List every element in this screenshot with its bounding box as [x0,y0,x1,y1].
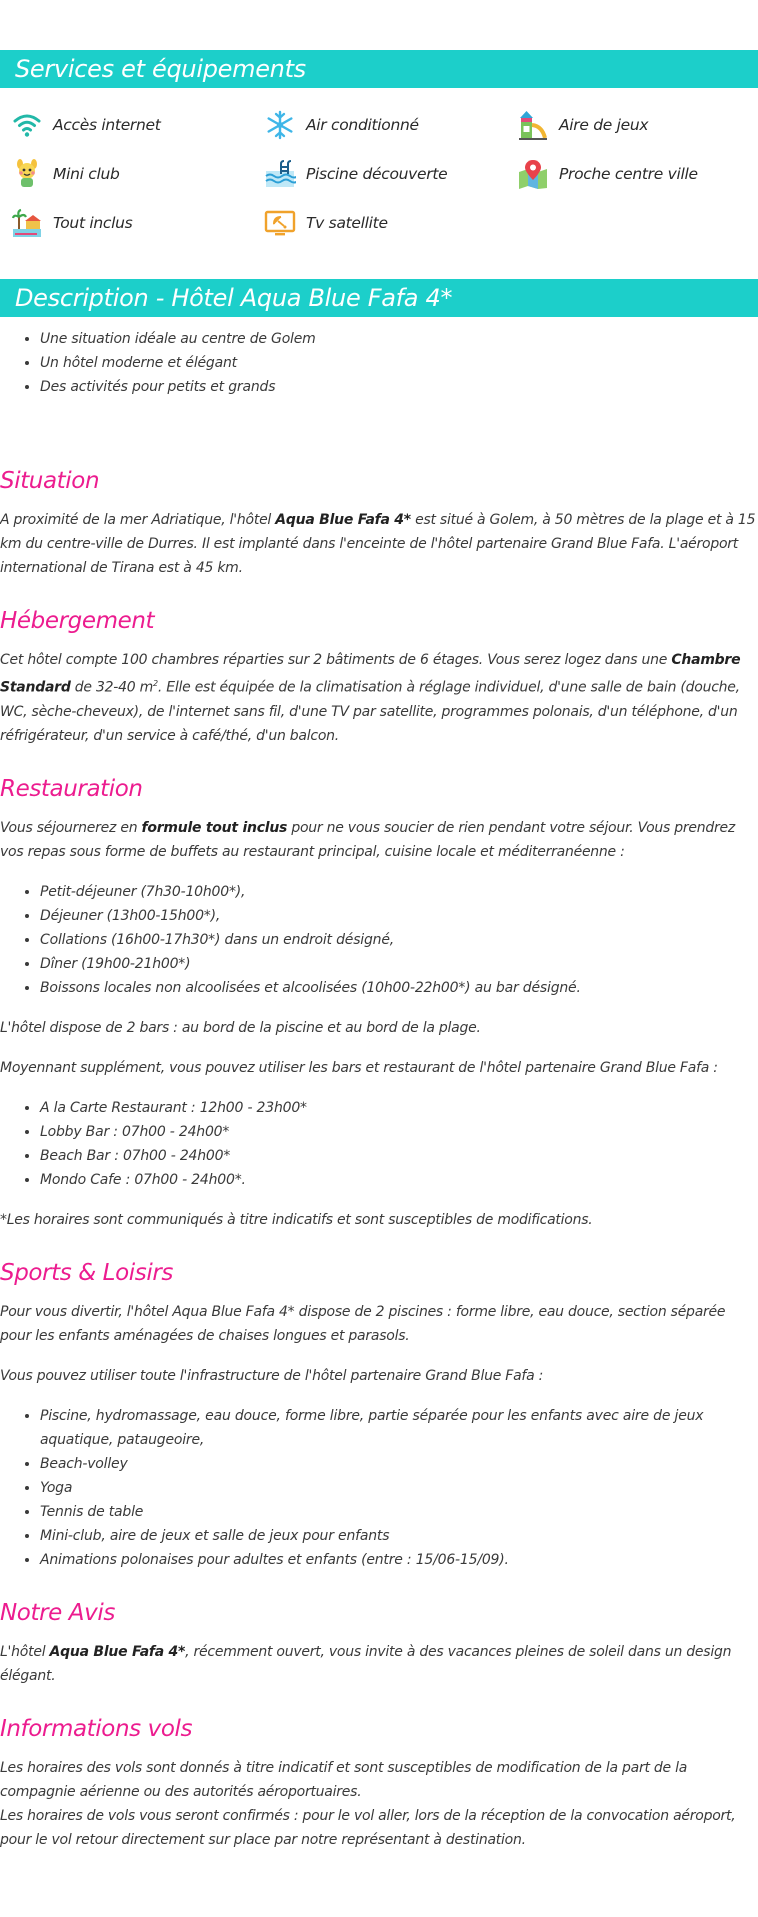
map-pin-icon [516,157,550,191]
hours-note: *Les horaires sont communiqués à titre indicatifs et sont susceptibles de modifications. [0,1211,593,1228]
list-item: • Des activités pour petits et grands [40,375,758,399]
list-item: • Une situation idéale au centre de Golem [40,327,758,351]
meals-list [0,880,758,1000]
service-item: Aire de jeux [506,100,758,149]
list-item: • Lobby Bar : 07h00 - 24h00* [40,1120,758,1144]
service-item: Piscine découverte [253,149,506,198]
list-item: • Déjeuner (13h00-15h00*), [40,904,758,928]
situation-text: A proximité de la mer Adriatique, l'hôtel Aqua Blue Fafa 4* est situé à Golem, à 50 mètres de la plage et à 15 km du centre-ville de Durres. Il est implanté dans l'enceinte de l'hôtel partenaire Grand Blue Fafa. L'aéroport international de Tirana est à 45 km. [0,512,756,576]
satellite-tv-icon [263,206,297,240]
list-item: • Animations polonaises pour adultes et enfants (entre : 15/06-15/09). [40,1548,758,1572]
list-item: • Tennis de table [40,1500,758,1524]
service-item: Accès internet [0,100,253,149]
list-item: • Un hôtel moderne et élégant [40,351,758,375]
page [0,50,758,1852]
sports-heading: Sports & Loisirs [0,1259,173,1286]
partner-bars-list [0,1096,758,1192]
sports-text: Pour vous divertir, l'hôtel Aqua Blue Fafa 4* dispose de 2 piscines : forme libre, eau douce, section séparée pour les enfants aménagées de chaises longues et parasols. [0,1303,726,1344]
restauration-intro: Vous séjournerez en formule tout inclus pour ne vous soucier de rien pendant votre séjour. Vous prendrez vos repas sous forme de buffets au restaurant principal, cuisine locale et méditerranéenne : [0,819,736,860]
wifi-icon [10,108,44,142]
pool-icon [263,157,297,191]
list-item: • Dîner (19h00-21h00*) [40,952,758,976]
vols-text-1: Les horaires des vols sont donnés à titre indicatif et sont susceptibles de modification de la part de la compagnie aérienne ou des autorités aéroportuaires. [0,1759,688,1800]
vols-heading: Informations vols [0,1715,193,1742]
service-item: Tv satellite [253,198,506,247]
list-item: • A la Carte Restaurant : 12h00 - 23h00* [40,1096,758,1120]
list-item: • Mondo Cafe : 07h00 - 24h00*. [40,1168,758,1192]
kids-club-icon [10,157,44,191]
avis-text: L'hôtel Aqua Blue Fafa 4*, récemment ouvert, vous invite à des vacances pleines de soleil dans un design élégant. [0,1643,732,1684]
list-item: • Boissons locales non alcoolisées et alcoolisées (10h00-22h00*) au bar désigné. [40,976,758,1000]
description-highlights [0,327,758,399]
infrastructure-text: Vous pouvez utiliser toute l'infrastructure de l'hôtel partenaire Grand Blue Fafa : [0,1367,544,1384]
vols-text-2: Les horaires de vols vous seront confirmés : pour le vol aller, lors de la réception de la convocation aéroport, pour le vol retour directement sur place par notre représentant à destination. [0,1807,736,1848]
service-item: Tout inclus [0,198,253,247]
bars-text: L'hôtel dispose de 2 bars : au bord de la piscine et au bord de la plage. [0,1019,481,1036]
all-inclusive-icon [10,206,44,240]
list-item: • Beach-volley [40,1452,758,1476]
list-item: • Piscine, hydromassage, eau douce, forme libre, partie séparée pour les enfants avec aire de jeux aquatique, pataugeoire, [40,1404,758,1452]
restauration-heading: Restauration [0,775,143,802]
service-item: Mini club [0,149,253,198]
hebergement-heading: Hébergement [0,608,155,634]
description-heading: Description - Hôtel Aqua Blue Fafa 4* [0,279,758,317]
playground-icon [516,108,550,142]
hebergement-text: Cet hôtel compte 100 chambres réparties sur 2 bâtiments de 6 étages. Vous serez logez dans une Chambre Standard de 32-40 $m^2$. Elle est équipée de la climatisation à réglage individuel, d'une salle de bain (douche, WC, sèche-cheveux), de l'internet sans fil, d'une TV par satellite, programmes polonais, d'un téléphone, d'un réfrigérateur, d'un service à café/thé, d'un balcon. [0,652,741,744]
services-heading: Services et équipements [0,50,758,88]
list-item: • Mini-club, aire de jeux et salle de jeux pour enfants [40,1524,758,1548]
list-item: • Collations (16h00-17h30*) dans un endroit désigné, [40,928,758,952]
list-item: • Yoga [40,1476,758,1500]
supplement-text: Moyennant supplément, vous pouvez utiliser les bars et restaurant de l'hôtel partenaire Grand Blue Fafa : [0,1059,718,1076]
situation-heading: Situation [0,468,100,494]
service-item: Proche centre ville [506,149,758,198]
snowflake-icon [263,108,297,142]
services-grid [0,88,758,247]
list-item: • Petit-déjeuner (7h30-10h00*), [40,880,758,904]
list-item: • Beach Bar : 07h00 - 24h00* [40,1144,758,1168]
sports-list [0,1404,758,1572]
service-item: Air conditionné [253,100,506,149]
avis-heading: Notre Avis [0,1599,115,1626]
